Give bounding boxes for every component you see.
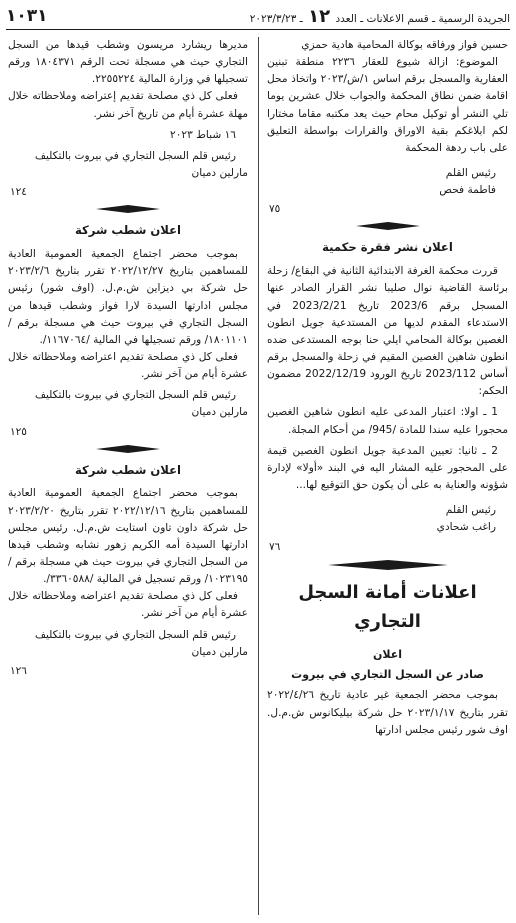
notice-title: اعلان نشر فقرة حكمية — [322, 240, 453, 255]
issue-date: ـ ٢٠٢٣/٣/٢٣ — [249, 12, 303, 25]
section-heading: اعلانات أمانة السجل التجاري — [298, 581, 477, 632]
notice-paragraph: مديرها ريشارد مريسون وشطب قيدها من السجل التجاري حيث هي مسجلة تحت الرقم ١٨٠٤٣٧١ ورقم تسجيلها في وزارة المالية ٢٢٥٥٢٢٤. — [8, 39, 248, 86]
notice-paragraph: بموجب محضر الجمعية غير عادية تاريخ ٢٠٢٢/٤/٢٦ تقرر بتاريخ ٢٠٢٣/١/١٧ حل شركة بيليكانوس ش.م.ل. اوف شور رئيس مجلس ادارتها — [267, 689, 508, 736]
running-title-text: الجريدة الرسمية ـ قسم الاعلانات ـ العدد — [335, 12, 510, 25]
notice-title: اعلان شطب شركة — [74, 223, 182, 238]
signature-name: فاطمة فحص — [439, 184, 496, 197]
signature-title: رئيس القلم — [445, 504, 496, 517]
notice-paragraph: الموضوع: ازالة شيوع للعقار ٢٢٣٦ منطقة تبنين العقارية والمسجل برقم اساس ١/ش/٢٠٢٣ واتخاذ محل اقامة ضمن نطاق المحكمة والجواب خلال عشرين يوما تلي النشر أو توكيل محام حيث يعد مكتبه مقاما مختارا لكم ابلاغكم بقية الاوراق والقرارات بواسطة التعليق على باب ردهة المحكمة — [267, 56, 508, 154]
column-divider — [258, 37, 259, 915]
section-separator — [267, 560, 508, 570]
notice-number: ١٢٤ — [10, 186, 27, 199]
notice-paragraph: بموجب محضر اجتماع الجمعية العمومية العادية للمساهمين بتاريخ ٢٠٢٢/١٢/١٦ تقرر بتاريخ ٢٠٢٣/٢/٢٠ حل شركة داون تاون استايت ش.م.ل. رئيس مجلس ادارتها السيدة أمه الكريم زهور نشابه وشطب قيدها من السجل التجاري في بيروت حيث هي مسجلة برقم /١٠٢٣١٩٥/ ورقم تسجيل في المالية /٣٣٦٠٥٨٨/. — [8, 487, 248, 586]
notice-75 — [267, 37, 508, 218]
signature-name: مارلين دميان — [191, 645, 248, 658]
notice-125 — [8, 221, 248, 440]
signature-title: رئيس القلم — [445, 167, 496, 180]
notice-paragraph: بموجب محضر اجتماع الجمعية العمومية العادية للمساهمين بتاريخ ٢٠٢٢/١٢/٢٧ تقرر بتاريخ ٢٠٢٣/٢/٦ حل شركة بي ديزاين ش.م.ل. (اوف شور) رئيس مجلس ادارتها السيدة لارا فواز وشطب قيدها من السجل التجاري في بيروت حيث هي مسجلة برقم /١٨٠١١٠١/ ورقم تسجيلها في المالية /١١٦٧٠٦٤/. — [8, 248, 248, 346]
notice-76 — [267, 238, 508, 555]
notice-126 — [8, 461, 248, 680]
notice-number: ١٢٥ — [10, 425, 27, 438]
section-separator — [8, 205, 248, 213]
signature-name: راغب شحادي — [436, 521, 496, 534]
notice-paragraph: حسين فواز ورفاقه بوكالة المحامية هادية حمزي — [301, 39, 508, 51]
page-number: ١٠٣١ — [6, 5, 48, 26]
notice-paragraph: فعلى كل ذي مصلحة تقديم إعتراضه وملاحظاته خلال مهلة عشرة أيام من تاريخ آخر نشر. — [8, 90, 248, 120]
notice-date: ١٦ شباط ٢٠٢٣ — [170, 128, 236, 141]
notice-paragraph: فعلى كل ذي مصلحة تقديم اعتراضه وملاحظاته خلال عشرة أيام من آخر نشر. — [8, 590, 248, 620]
notice-number: ٧٦ — [269, 540, 281, 553]
notice-paragraph: قررت محكمة الغرفة الابتدائية الثانية في البقاع/ زحلة برئاسة القاضية نوال صليبا نشر القرار الصادر عنها المسجل برقم 2023/6 تاريخ 2023/2/21 في الاستدعاء المقدم لديها من المستدعية جويل انطون الغصين بوكالة المحامي ايلي حنا بوجه المستدعى ضده انطون شاهين الغصين المقيم في زحلة والمسجل برقم أساس 2023/112 تاريخ الورود 2022/12/19 مضمون الحكم: — [267, 265, 508, 398]
notice-paragraph: فعلى كل ذي مصلحة تقديم اعتراضه وملاحظاته خلال عشرة أيام من آخر نشر. — [8, 350, 248, 381]
right-column — [267, 37, 508, 923]
page-header — [6, 4, 510, 30]
running-title — [250, 2, 510, 31]
notice-title: اعلان شطب شركة — [74, 462, 182, 477]
notice-number: ٧٥ — [269, 203, 281, 216]
issue-number: ١٢ — [308, 5, 331, 27]
signature-name: مارلين دميان — [191, 406, 248, 419]
signature-title: رئيس قلم السجل التجاري في بيروت بالتكليف — [34, 389, 236, 402]
signature-title: رئيس قلم السجل التجاري في بيروت بالتكليف — [34, 628, 236, 641]
notice-subtitle: صادر عن السجل التجاري في بيروت — [291, 667, 484, 681]
registry-notice — [267, 646, 508, 739]
notice-124 — [8, 37, 248, 201]
left-column — [8, 37, 248, 923]
section-separator — [267, 222, 508, 230]
notice-number: ١٢٦ — [10, 664, 27, 677]
signature-title: رئيس قلم السجل التجاري في بيروت بالتكليف — [34, 149, 236, 162]
ruling-item: 2 ـ ثانيا: تعيين المدعية جويل انطون الغصين قيمة على المحجور عليه المشار اليه في البند «أولا» لإدارة شؤونه والعناية به على أن يكون حق التوقيع لها... — [267, 444, 508, 492]
notice-title: اعلان — [372, 647, 403, 661]
ruling-item: 1 ـ اولا: اعتبار المدعى عليه انطون شاهين الغصين محجورا عليه سندا للمادة /945/ من أحكام المجلة. — [267, 406, 508, 436]
section-separator — [8, 445, 248, 453]
signature-name: مارلين دميان — [191, 167, 248, 180]
